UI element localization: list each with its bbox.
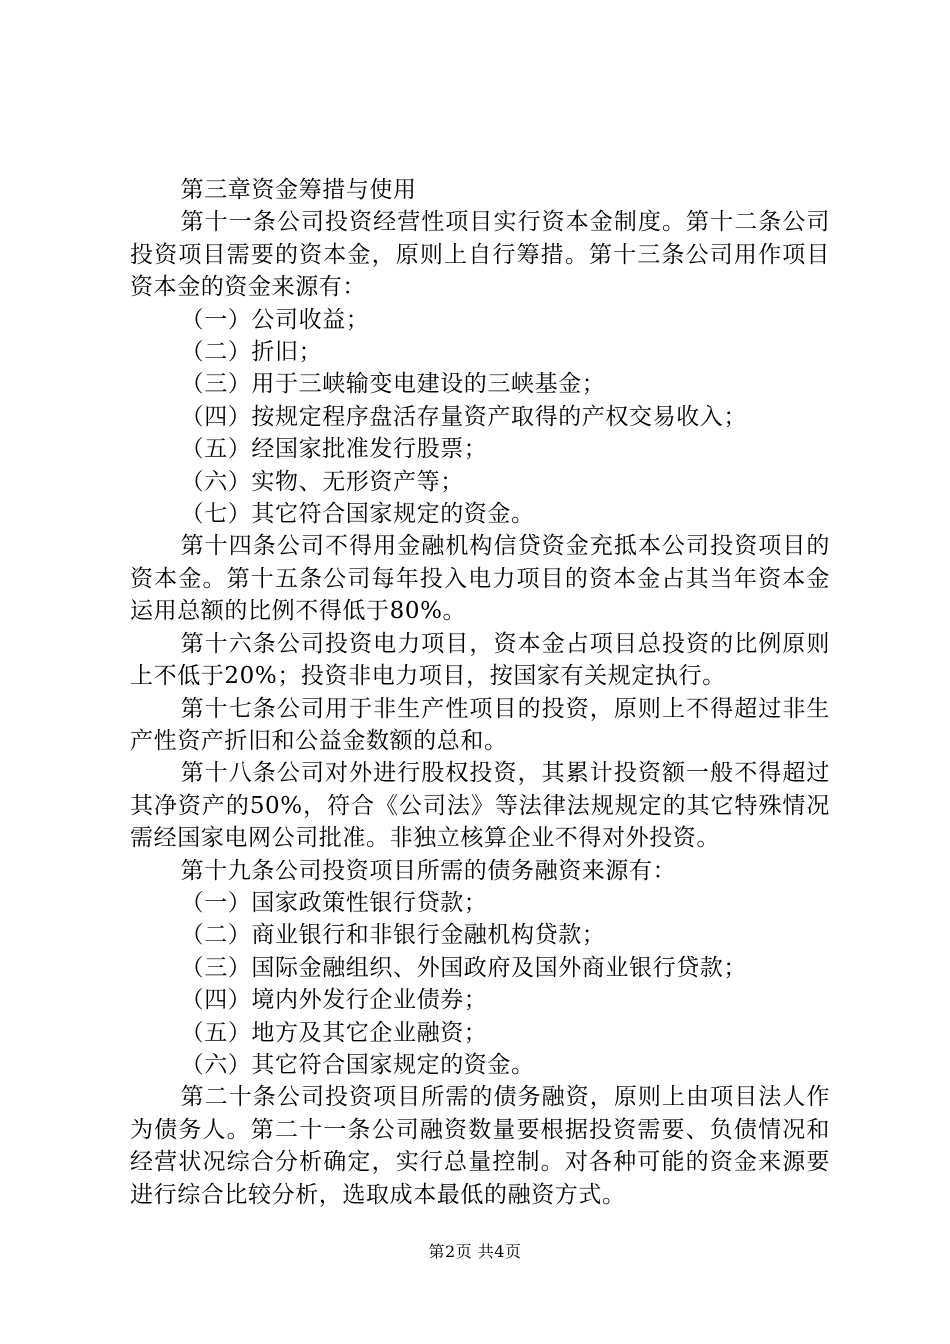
- list-item: （五）地方及其它企业融资；: [180, 1019, 488, 1046]
- paragraph-article-11-13: 第十一条公司投资经营性项目实行资本金制度。第十二条公司投资项目需要的资本金，原则上自行筹措。第十三条公司用作项目资本金的资金来源有：: [130, 209, 830, 301]
- page-indicator: 第2页 共4页: [428, 1242, 522, 1261]
- list-item: （一）公司收益；: [180, 306, 370, 333]
- list-item: （一）国家政策性银行贷款；: [180, 889, 488, 916]
- list-item: （五）经国家批准发行股票；: [180, 436, 488, 463]
- list-item: （四）境内外发行企业债券；: [180, 987, 488, 1014]
- capital-sources-list: [130, 304, 830, 531]
- paragraph-article-18: 第十八条公司对外进行股权投资，其累计投资额一般不得超过其净资产的50%，符合《公司法》等法律法规规定的其它特殊情况需经国家电网公司批准。非独立核算企业不得对外投资。: [130, 760, 830, 852]
- list-item: （三）国际金融组织、外国政府及国外商业银行贷款；: [180, 954, 747, 981]
- list-item: （六）其它符合国家规定的资金。: [180, 1051, 535, 1078]
- chapter-title: 第三章资金筹措与使用: [180, 177, 417, 203]
- paragraph-article-17: 第十七条公司用于非生产性项目的投资，原则上不得超过非生产性资产折旧和公益金数额的总和。: [130, 695, 830, 754]
- paragraph-article-16: 第十六条公司投资电力项目，资本金占项目总投资的比例原则上不低于20%；投资非电力项目，按国家有关规定执行。: [130, 630, 830, 690]
- paragraph-article-14-15: 第十四条公司不得用金融机构信贷资金充抵本公司投资项目的资本金。第十五条公司每年投入电力项目的资本金占其当年资本金运用总额的比例不得低于80%。: [130, 533, 830, 625]
- paragraph-article-19: 第十九条公司投资项目所需的债务融资来源有：: [180, 857, 677, 884]
- list-item: （六）实物、无形资产等；: [180, 468, 464, 495]
- list-item: （三）用于三峡输变电建设的三峡基金；: [180, 371, 606, 398]
- document-body: [130, 174, 830, 1211]
- list-item: （四）按规定程序盘活存量资产取得的产权交易收入；: [180, 403, 747, 430]
- list-item: （二）商业银行和非银行金融机构贷款；: [180, 922, 606, 949]
- page-footer: [0, 1242, 950, 1262]
- paragraph-article-20-21: 第二十条公司投资项目所需的债务融资，原则上由项目法人作为债务人。第二十一条公司融资数量要根据投资需要、负债情况和经营状况综合分析确定，实行总量控制。对各种可能的资金来源要进行综合比较分析，选取成本最低的融资方式。: [130, 1084, 830, 1208]
- list-item: （七）其它符合国家规定的资金。: [180, 501, 535, 528]
- list-item: （二）折旧；: [180, 339, 323, 366]
- debt-sources-list: [130, 887, 830, 1081]
